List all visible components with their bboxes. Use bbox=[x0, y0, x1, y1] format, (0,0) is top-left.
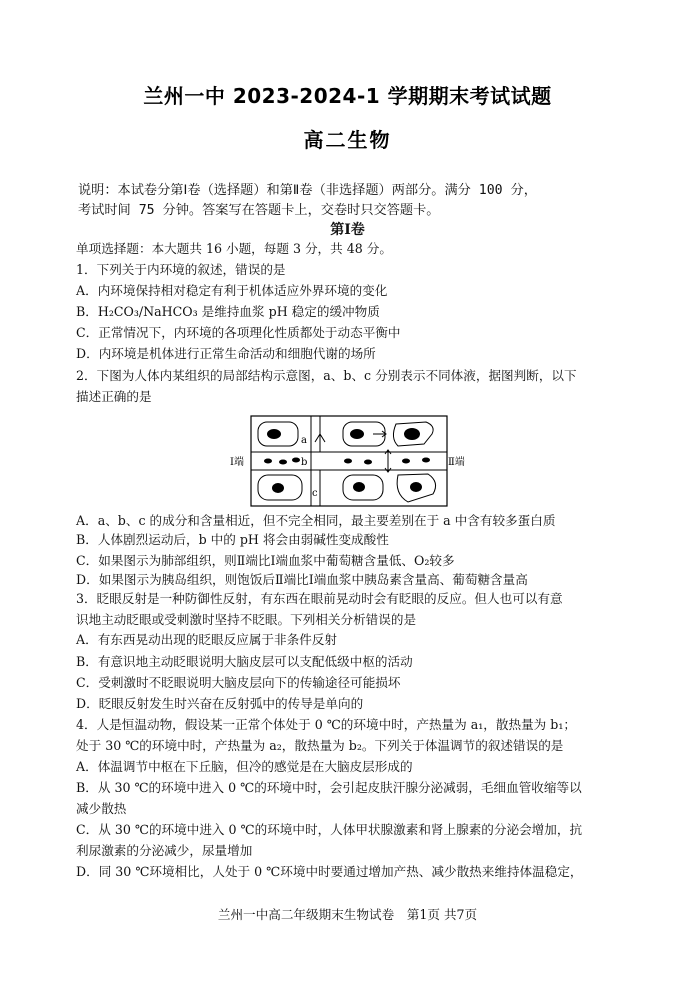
q2-stem-line-2: 描述正确的是 bbox=[76, 389, 152, 404]
q4-option-a: A．体温调节中枢在下丘脑，但冷的感觉是在大脑皮层形成的 bbox=[76, 759, 413, 774]
cell-nucleus bbox=[410, 482, 422, 492]
q2-option-b: B．人体剧烈运动后，b 中的 pH 将会由弱碱性变成酸性 bbox=[76, 532, 389, 547]
q4-option-d-line-1: D．同 30 ℃环境相比，人处于 0 ℃环境中时要通过增加产热、减少散热来维持体温稳定， bbox=[76, 864, 583, 879]
q1-option-d: D．内环境是机体进行正常生命活动和细胞代谢的场所 bbox=[76, 346, 376, 361]
intro-line-2: 考试时间 75 分钟。答案写在答题卡上，交卷时只交答题卡。 bbox=[78, 203, 440, 218]
subject-title: 高二生物 bbox=[303, 128, 392, 152]
q3-option-c: C．受刺激时不眨眼说明大脑皮层向下的传输途径可能损坏 bbox=[76, 675, 401, 690]
q1-option-c: C．正常情况下，内环境的各项理化性质都处于动态平衡中 bbox=[76, 325, 401, 340]
blood-cell bbox=[264, 459, 272, 464]
cell-nucleus bbox=[272, 483, 284, 493]
q2-option-d: D．如果图示为胰岛组织，则饱饭后Ⅱ端比Ⅰ端血浆中胰岛素含量高、葡萄糖含量高 bbox=[76, 572, 528, 587]
diagram-label-left: Ⅰ端 bbox=[230, 457, 244, 468]
q1-option-a: A．内环境保持相对稳定有利于机体适应外界环境的变化 bbox=[76, 283, 388, 298]
q2-option-c: C．如果图示为肺部组织，则Ⅱ端比Ⅰ端血浆中葡萄糖含量低、O₂较多 bbox=[76, 553, 455, 568]
q3-option-a: A．有东西晃动出现的眨眼反应属于非条件反射 bbox=[76, 632, 337, 647]
blood-cell bbox=[422, 458, 430, 463]
q4-option-c-line-1: C．从 30 ℃的环境中进入 0 ℃的环境中时，人体甲状腺激素和肾上腺素的分泌会增加，抗 bbox=[76, 822, 583, 837]
exam-instructions bbox=[78, 181, 638, 221]
tissue-diagram bbox=[228, 412, 468, 510]
section-instructions: 单项选择题：本大题共 16 小题，每题 3 分，共 48 分。 bbox=[76, 241, 392, 256]
blood-cell bbox=[364, 460, 372, 465]
q3-stem-line-2: 识地主动眨眼或受刺激时坚持不眨眼。下列相关分析错误的是 bbox=[76, 612, 417, 627]
q2-option-a: A．a、b、c 的成分和含量相近，但不完全相同，最主要差别在于 a 中含有较多蛋白质 bbox=[76, 513, 556, 528]
q1-stem: 1．下列关于内环境的叙述，错误的是 bbox=[76, 262, 286, 277]
blood-cell bbox=[279, 460, 287, 465]
q3-option-d: D．眨眼反射发生时兴奋在反射弧中的传导是单向的 bbox=[76, 696, 364, 711]
blood-cell bbox=[292, 458, 300, 463]
q4-option-c-line-2: 利尿激素的分泌减少，尿量增加 bbox=[76, 843, 253, 858]
diagram-label-right: Ⅱ端 bbox=[448, 457, 465, 468]
blood-cell bbox=[344, 459, 352, 464]
q4-option-b-line-2: 减少散热 bbox=[76, 801, 127, 816]
diagram-label-b: b bbox=[301, 457, 308, 468]
exchange-arrow-icon bbox=[385, 450, 391, 472]
blood-cell bbox=[402, 459, 410, 464]
exam-title: 兰州一中 2023-2024-1 学期期末考试试题 bbox=[143, 84, 552, 108]
q2-stem-line-1: 2．下图为人体内某组织的局部结构示意图，a、b、c 分别表示不同体液，据图判断，以下 bbox=[76, 368, 577, 383]
section-title: 第Ⅰ卷 bbox=[330, 222, 365, 238]
page-footer: 兰州一中高二年级期末生物试卷 第1页 共7页 bbox=[217, 907, 478, 922]
q4-stem-line-2: 处于 30 ℃的环境中时，产热量为 a₂，散热量为 b₂。下列关于体温调节的叙述错误的是 bbox=[76, 738, 564, 753]
q3-option-b: B．有意识地主动眨眼说明大脑皮层可以支配低级中枢的活动 bbox=[76, 654, 413, 669]
diagram-label-a: a bbox=[301, 435, 307, 446]
cell-nucleus bbox=[350, 429, 364, 439]
intro-line-1: 说明：本试卷分第Ⅰ卷（选择题）和第Ⅱ卷（非选择题）两部分。满分 100 分， bbox=[78, 183, 537, 198]
cell-nucleus bbox=[353, 482, 365, 492]
cell-nucleus bbox=[404, 428, 420, 440]
q1-option-b: B．H₂CO₃/NaHCO₃ 是维持血浆 pH 稳定的缓冲物质 bbox=[76, 304, 380, 319]
cell-nucleus bbox=[267, 429, 281, 439]
q4-option-b-line-1: B．从 30 ℃的环境中进入 0 ℃的环境中时，会引起皮肤汗腺分泌减弱，毛细血管收缩等以 bbox=[76, 780, 582, 795]
diagram-label-c: c bbox=[312, 488, 318, 499]
exchange-arrow-icon bbox=[373, 431, 386, 437]
q3-stem-line-1: 3．眨眼反射是一种防御性反射，有东西在眼前晃动时会有眨眼的反应。但人也可以有意 bbox=[76, 591, 563, 606]
q4-stem-line-1: 4．人是恒温动物，假设某一正常个体处于 0 ℃的环境中时，产热量为 a₁，散热量为 b₁； bbox=[76, 717, 576, 732]
